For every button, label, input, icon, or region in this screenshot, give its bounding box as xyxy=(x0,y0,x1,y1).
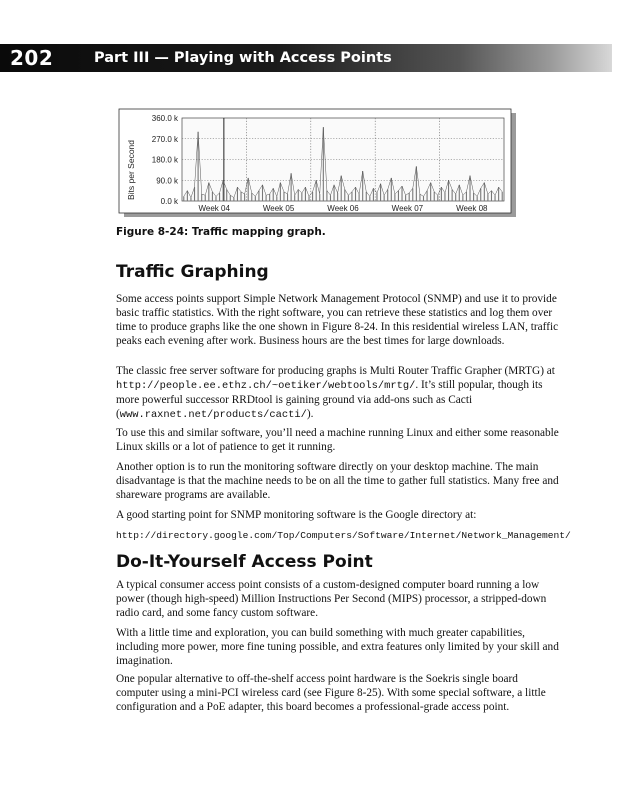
y-tick-label: 90.0 k xyxy=(156,176,178,186)
x-tick-label: Week 06 xyxy=(327,204,359,213)
page-header xyxy=(0,44,640,72)
paragraph: One popular alternative to off-the-shelf access point hardware is the Soekris single board computer using a mini-PCI wireless card (see Figure 8-25). With some special software, a little configuration and a PoE adapter, this board becomes a professional-grade access point. xyxy=(116,673,546,714)
x-tick-label: Week 08 xyxy=(456,204,488,213)
traffic-chart xyxy=(118,108,518,218)
paragraph: A typical consumer access point consists of a custom-designed computer board running a low power (though high-speed) Million Instructions Per Second (MIPS) processor, a stripped-down radio card, and some fancy custom software. xyxy=(116,579,547,620)
mrtg-url-link[interactable]: http://people.ee.ethz.ch/~oetiker/webtools/mrtg/ xyxy=(116,380,416,393)
y-tick-label: 180.0 k xyxy=(151,155,178,165)
paragraph: A good starting point for SNMP monitoring software is the Google directory at: xyxy=(116,509,477,521)
paragraph-text: . It’s still popular, though its more powerful successor RRDtool is gaining ground via add-ons such as Cacti ( xyxy=(116,379,543,421)
x-tick-label: Week 07 xyxy=(391,204,424,213)
y-tick-label: 270.0 k xyxy=(151,134,178,144)
caption-text: Traffic mapping graph. xyxy=(191,226,326,238)
x-tick-label: Week 04 xyxy=(198,204,230,213)
paragraph-text: The classic free server software for producing graphs is Multi Router Traffic Grapher (MRTG) at xyxy=(116,365,555,377)
paragraph: Some access points support Simple Network Management Protocol (SNMP) and use it to provide basic traffic statistics. With the right software, you can retrieve these statistics and log them over time to produce graphs like the one shown in Figure 8-24. In this residential wireless LAN, traffic peaks each evening after work. Business hours are the best times for large downloads. xyxy=(116,293,559,348)
paragraph: Another option is to run the monitoring software directly on your desktop machine. The main disadvantage is that the machine needs to be on all the time to gather full statistics. Many free and shareware programs are available. xyxy=(116,461,559,502)
paragraph: To use this and similar software, you’ll need a machine running Linux and either some reasonable Linux skills or a lot of patience to get it running. xyxy=(116,427,559,454)
x-tick-label: Week 05 xyxy=(262,204,295,213)
chapter-title: Part III — Playing with Access Points xyxy=(94,50,392,66)
figure-caption xyxy=(116,226,326,238)
section-heading-diy-access-point: Do-It-Yourself Access Point xyxy=(116,552,373,572)
google-directory-url-link[interactable]: http://directory.google.com/Top/Computers/Software/Internet/Network_Management/ xyxy=(116,530,571,541)
y-tick-label: 360.0 k xyxy=(151,114,178,123)
section-heading-traffic-graphing: Traffic Graphing xyxy=(116,262,269,282)
paragraph: With a little time and exploration, you can build something with much greater capabilities, including more power, more fine tuning possible, and extra features only limited by your skill and imagination. xyxy=(116,627,559,668)
paragraph-mrtg xyxy=(116,364,562,422)
caption-label: Figure 8-24: xyxy=(116,226,189,238)
y-tick-label: 0.0 k xyxy=(160,197,178,206)
traffic-graph-figure xyxy=(118,108,518,218)
y-axis-label: Bits per Second xyxy=(126,139,136,201)
paragraph-text: ). xyxy=(306,408,314,421)
cacti-url-link[interactable]: www.raxnet.net/products/cacti/ xyxy=(119,409,307,422)
page-number: 202 xyxy=(10,46,54,70)
